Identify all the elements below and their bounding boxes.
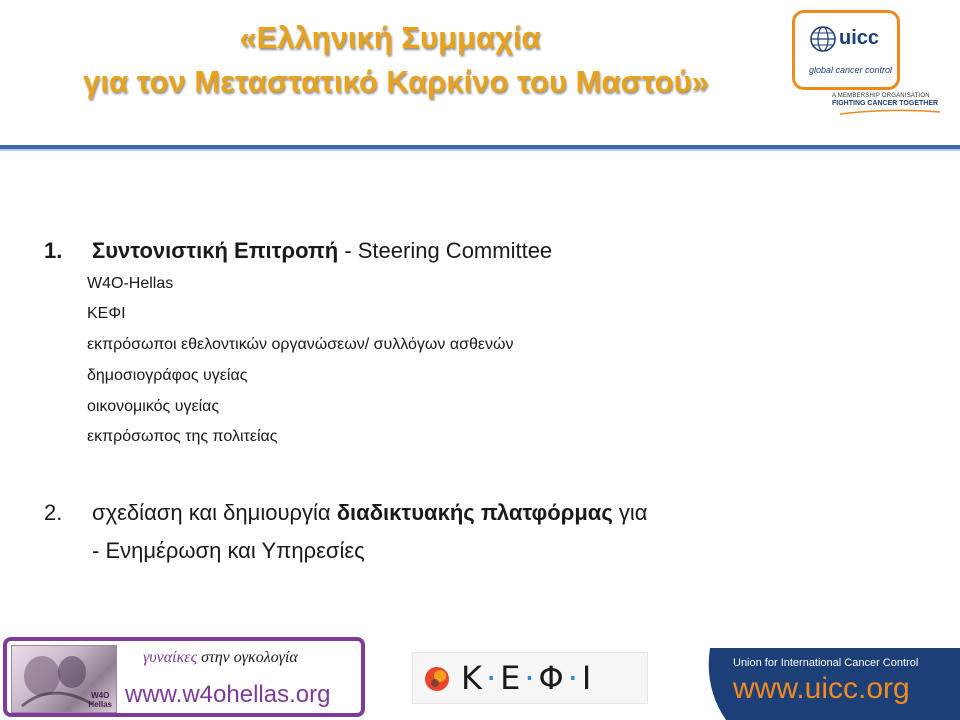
uicc-url-link[interactable]: www.uicc.org [733, 672, 910, 705]
slide-title-line-1: «Ελληνική Συμμαχία [239, 20, 541, 55]
uicc-footer-label: Union for International Cancer Control [733, 657, 919, 669]
uicc-wordmark: uicc [839, 27, 880, 49]
list-item-1 [44, 238, 552, 264]
uicc-tagline-small: A MEMBERSHIP ORGANISATION [832, 93, 930, 99]
uicc-logo [792, 10, 900, 90]
uicc-subtitle: global cancer control [809, 65, 893, 75]
item1-rest-text: - Steering Committee [338, 238, 553, 263]
sub-item: εκπρόσωπος της πολιτείας [87, 428, 278, 445]
kefi-wordmark: Κ·Ε·Φ·Ι [461, 659, 596, 697]
kefi-mark-icon [423, 665, 451, 693]
w4o-hellas-banner[interactable] [3, 637, 365, 717]
kefi-logo [412, 652, 648, 704]
globe-icon [809, 25, 837, 53]
header-divider-shadow [0, 149, 960, 151]
item2-bold-text: διαδικτυακής πλατφόρμας [336, 500, 613, 525]
sub-item: ΚΕΦΙ [87, 305, 126, 322]
w4o-mini-label: W4O Hellas [88, 691, 112, 709]
uicc-tagline: FIGHTING CANCER TOGETHER [832, 100, 939, 107]
list-number: 1. [44, 238, 63, 263]
sub-item: εκπρόσωποι εθελοντικών οργανώσεων/ συλλόγων ασθενών [87, 336, 514, 353]
sub-item: οικονομικός υγείας [87, 398, 220, 415]
swoosh-decoration [840, 108, 940, 116]
item1-bold-text: Συντονιστική Επιτροπή [92, 238, 339, 263]
slide-title-line-2: για τον Μεταστατικό Καρκίνο του Μαστού» [83, 64, 709, 99]
item2-text-before: σχεδίαση και δημιουργία [92, 500, 337, 525]
w4o-image [11, 645, 117, 713]
item2-line-2: - Ενημέρωση και Υπηρεσίες [92, 538, 365, 563]
w4o-tagline: γυναίκες στην ογκολογία [143, 649, 298, 666]
list-number: 2. [44, 500, 63, 525]
w4o-url-link[interactable]: www.w4ohellas.org [125, 681, 331, 708]
list-item-2 [44, 500, 647, 526]
item2-text-after: για [612, 500, 648, 525]
sub-item: W4O-Hellas [87, 275, 174, 292]
sub-item: δημοσιογράφος υγείας [87, 367, 248, 384]
